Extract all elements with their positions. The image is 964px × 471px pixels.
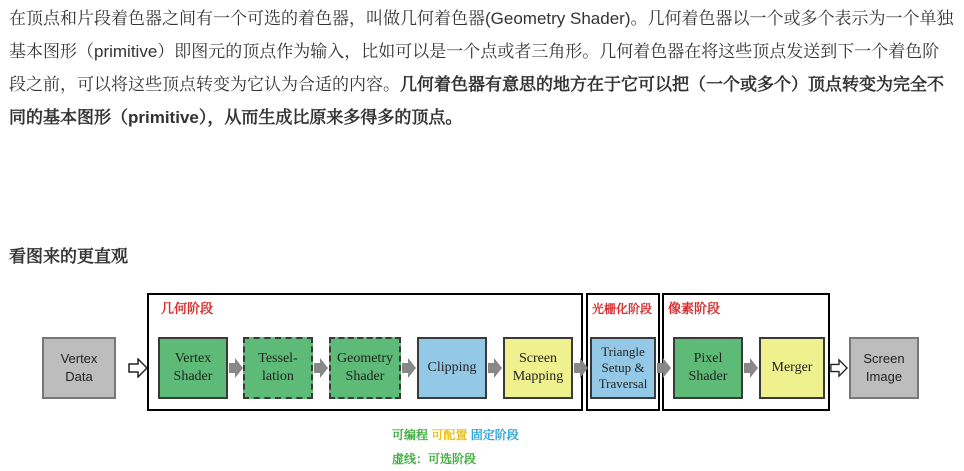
- screen-image-line-2: Image: [865, 369, 903, 384]
- tessellation-line-2: lation: [262, 369, 294, 384]
- vertex-shader-line-1: Vertex: [174, 351, 212, 366]
- screen-mapping-line-1: Screen: [518, 351, 558, 366]
- triangle-setup-box: [590, 337, 656, 399]
- clipping-box: [417, 337, 487, 399]
- screen-mapping-line-2: Mapping: [512, 369, 564, 384]
- tessellation-line-1: Tessel-: [258, 351, 298, 366]
- vertex-shader-box: [158, 337, 228, 399]
- screen-image-box: [849, 337, 919, 399]
- arrow-icon: [128, 358, 148, 378]
- pixel-stage-label: 像素阶段: [668, 301, 721, 316]
- arrow-icon: [744, 358, 758, 378]
- legend-types: [392, 427, 519, 443]
- vertex-data-box: [42, 337, 116, 399]
- screen-image-line-1: Screen: [863, 351, 905, 366]
- merger-box: [759, 337, 825, 399]
- merger-line-1: Merger: [771, 360, 813, 375]
- vertex-shader-line-2: Shader: [173, 369, 213, 384]
- geometry-shader-box: [329, 337, 401, 399]
- legend-configurable: 可配置: [431, 428, 468, 442]
- triangle-setup-line-2: Setup &: [601, 360, 645, 375]
- screen-mapping-box: [503, 337, 573, 399]
- pixel-shader-box: [673, 337, 743, 399]
- arrow-icon: [830, 358, 848, 378]
- geometry-shader-line-2: Shader: [345, 369, 385, 384]
- legend-fixed: 固定阶段: [470, 428, 519, 442]
- geometry-stage-label: 几何阶段: [161, 301, 214, 316]
- vertex-data-line-1: Vertex: [60, 351, 98, 366]
- legend-programmable: 可编程: [392, 428, 429, 442]
- arrow-icon: [314, 358, 328, 378]
- arrow-icon: [574, 358, 588, 378]
- intro-text: 在顶点和片段着色器之间有一个可选的着色器，叫做几何着色器(Geometry Shader)。几何着色器以一个或多个表示为一个单独基本图形（primitive）即图元的顶点作为输入，比如可以是一个点或者三角形。几何着色器在将这些顶点发送到下一个着色阶段之前，可以将这些顶点转变为它认为合适的内容。: [9, 9, 954, 94]
- legend-dashed-note: 虚线：可选阶段: [392, 452, 477, 466]
- triangle-setup-line-3: Traversal: [598, 376, 648, 391]
- tessellation-box: [243, 337, 313, 399]
- geometry-shader-line-1: Geometry: [337, 351, 393, 366]
- intro-paragraph: [9, 2, 955, 134]
- arrow-icon: [488, 358, 502, 378]
- arrow-icon: [402, 358, 416, 378]
- intro-emphasis: 几何着色器有意思的地方在于它可以把（一个或多个）顶点转变为完全不同的基本图形（primitive），从而生成比原来多得多的顶点。: [9, 75, 944, 127]
- pixel-shader-line-2: Shader: [688, 369, 728, 384]
- raster-stage-label: 光栅化阶段: [592, 302, 653, 316]
- triangle-setup-line-1: Triangle: [601, 344, 645, 359]
- arrow-icon: [229, 358, 243, 378]
- vertex-data-line-2: Data: [65, 369, 93, 384]
- section-heading: 看图来的更直观: [9, 247, 128, 266]
- clipping-line-1: Clipping: [427, 360, 477, 375]
- pixel-shader-line-1: Pixel: [693, 351, 723, 366]
- arrow-icon: [657, 358, 671, 378]
- render-pipeline-diagram: [40, 292, 920, 467]
